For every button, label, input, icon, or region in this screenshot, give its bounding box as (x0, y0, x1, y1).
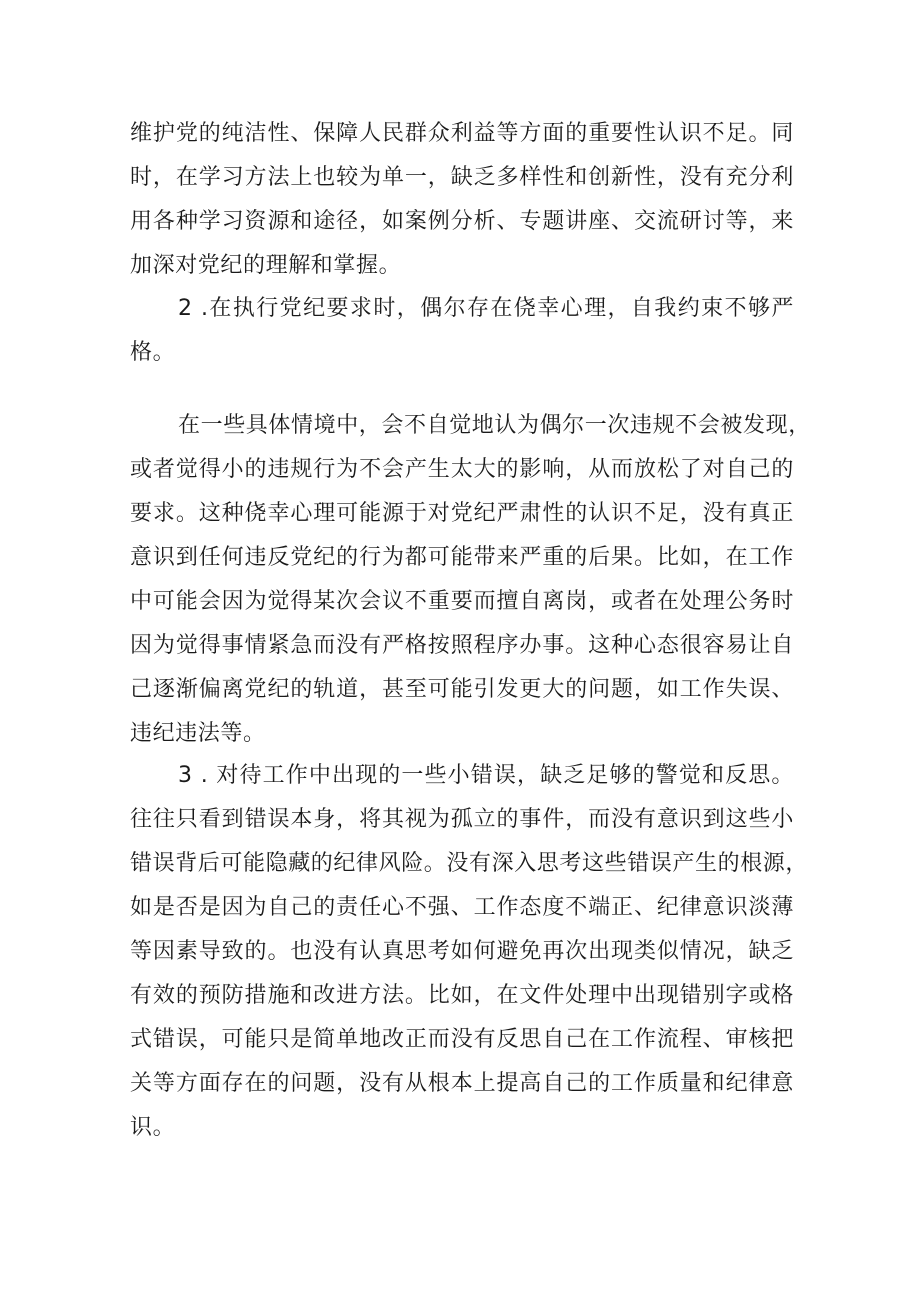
numbered-paragraph-3 (130, 754, 809, 1150)
text-line: 关等方面存在的问题，没有从根本上提高自己的工作质量和纪律意 (130, 1071, 794, 1096)
text-line: 有效的预防措施和改进方法。比如，在文件处理中出现错别字或格 (130, 983, 794, 1008)
text-line: 违纪违法等。 (130, 721, 266, 746)
text-line: 错误背后可能隐藏的纪律风险。没有深入思考这些错误产生的根源， (130, 851, 809, 876)
paragraph-body (130, 404, 811, 756)
text-line: 在一些具体情境中，会不自觉地认为偶尔一次违规不会被发现， (178, 413, 811, 438)
text-line: 因为觉得事情紧急而没有严格按照程序办事。这种心态很容易让自 (130, 633, 794, 658)
text-line: 如是否是因为自己的责任心不强、工作态度不端正、纪律意识淡薄 (130, 895, 794, 920)
text-line: 中可能会因为觉得某次会议不重要而擅自离岗，或者在处理公务时 (130, 589, 794, 614)
paragraph-continuation (130, 112, 794, 288)
text-line: 格。 (130, 340, 176, 365)
text-line: 3 . 对待工作中出现的一些小错误，缺乏足够的警觉和反思。 (178, 763, 794, 788)
numbered-heading-2 (130, 287, 794, 375)
text-line: 时，在学习方法上也较为单一，缺乏多样性和创新性，没有充分利 (130, 165, 794, 190)
text-line: 2 .在执行党纪要求时，偶尔存在侥幸心理，自我约束不够严 (178, 296, 794, 321)
text-line: 识。 (130, 1115, 176, 1140)
text-line: 式错误，可能只是简单地改正而没有反思自己在工作流程、审核把 (130, 1027, 794, 1052)
text-line: 要求。这种侥幸心理可能源于对党纪严肃性的认识不足，没有真正 (130, 501, 794, 526)
text-line: 用各种学习资源和途径，如案例分析、专题讲座、交流研讨等，来 (130, 209, 794, 234)
text-line: 或者觉得小的违规行为不会产生太大的影响，从而放松了对自己的 (130, 457, 794, 482)
text-line: 维护党的纯洁性、保障人民群众利益等方面的重要性认识不足。同 (130, 121, 794, 146)
text-line: 己逐渐偏离党纪的轨道，甚至可能引发更大的问题，如工作失误、 (130, 677, 794, 702)
text-line: 等因素导致的。也没有认真思考如何避免再次出现类似情况，缺乏 (130, 939, 794, 964)
text-line: 加深对党纪的理解和掌握。 (130, 253, 402, 278)
text-line: 往往只看到错误本身，将其视为孤立的事件，而没有意识到这些小 (130, 807, 794, 832)
text-line: 意识到任何违反党纪的行为都可能带来严重的后果。比如，在工作 (130, 545, 794, 570)
